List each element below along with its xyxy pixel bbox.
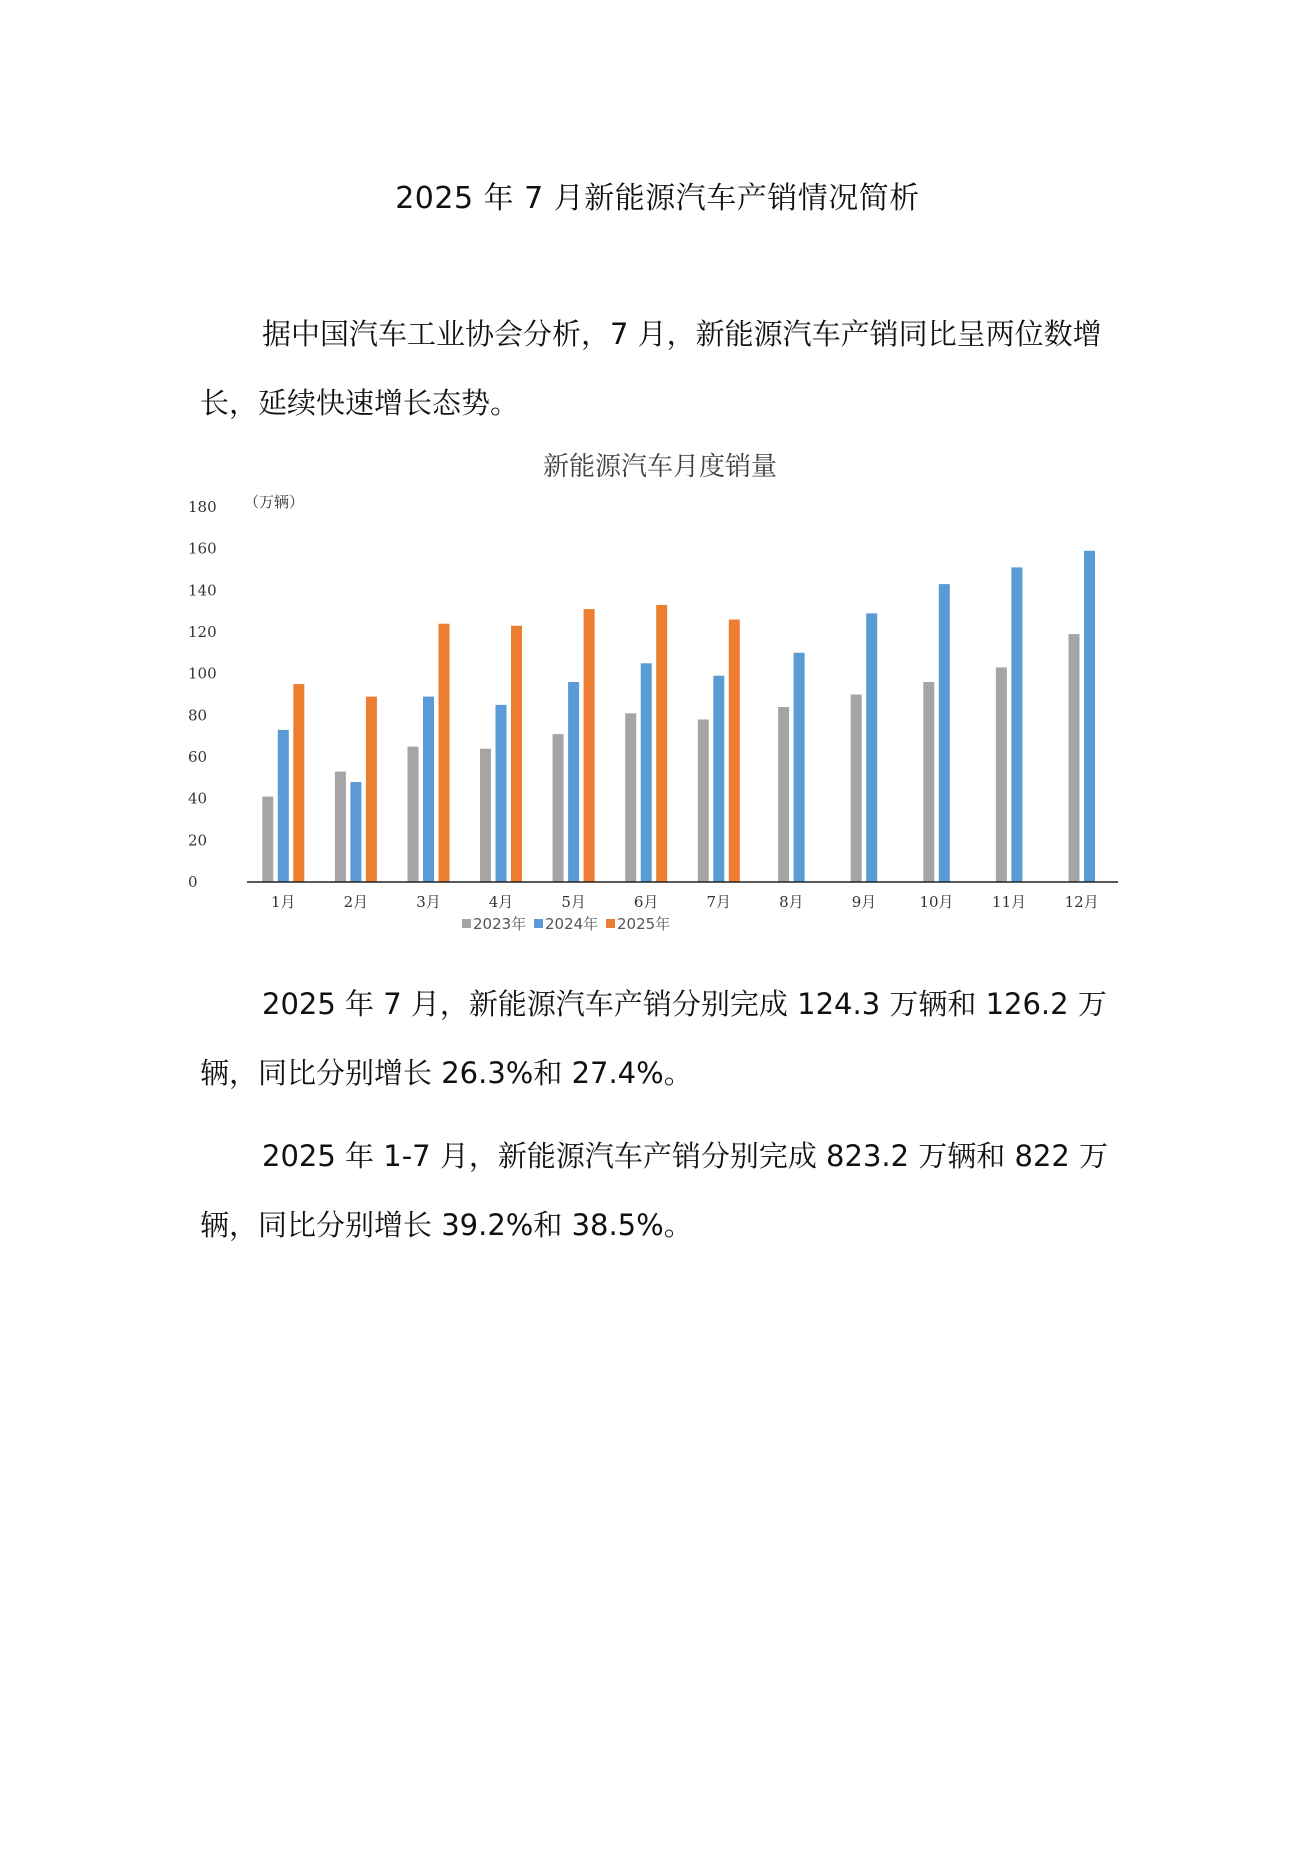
y-tick-label: 100 xyxy=(188,664,217,683)
x-tick-label: 2月 xyxy=(343,893,369,911)
bars-group xyxy=(262,551,1095,882)
bar-2025年-3月 xyxy=(439,624,450,882)
bar-2023年-9月 xyxy=(851,695,862,883)
x-tick-label: 11月 xyxy=(992,893,1027,911)
x-tick-label: 10月 xyxy=(919,893,954,911)
chart-title: 新能源汽车月度销量 xyxy=(542,452,778,482)
bar-2024年-10月 xyxy=(939,584,950,882)
y-tick-label: 180 xyxy=(188,498,217,516)
legend-label: 2023年 xyxy=(473,915,527,933)
bar-2024年-7月 xyxy=(713,676,724,882)
x-axis-ticks xyxy=(271,893,1099,911)
y-tick-label: 20 xyxy=(188,831,208,850)
chart-legend xyxy=(462,915,670,933)
legend-label: 2024年 xyxy=(545,915,599,933)
bar-2024年-2月 xyxy=(350,782,361,882)
y-tick-label: 120 xyxy=(188,623,217,641)
bar-2023年-6月 xyxy=(625,713,636,882)
y-tick-label: 0 xyxy=(188,873,198,891)
paragraph-july: 2025 年 7 月，新能源汽车产销分别完成 124.3 万辆和 126.2 万辆，同比分别增长 26.3%和 27.4%。 xyxy=(200,987,1107,1090)
x-tick-label: 12月 xyxy=(1064,893,1099,911)
bar-2023年-7月 xyxy=(698,720,709,883)
bar-2024年-6月 xyxy=(641,663,652,882)
legend-label: 2025年 xyxy=(617,915,671,933)
y-tick-label: 140 xyxy=(188,581,217,600)
bar-2025年-2月 xyxy=(366,697,377,882)
legend-swatch xyxy=(534,919,543,928)
bar-2023年-2月 xyxy=(335,772,346,882)
bar-2024年-4月 xyxy=(496,705,507,882)
monthly-sales-chart xyxy=(180,445,1140,965)
y-tick-label: 80 xyxy=(188,706,208,725)
chart-svg xyxy=(180,445,1140,965)
y-axis-ticks xyxy=(188,498,217,891)
bar-2024年-5月 xyxy=(568,682,579,882)
x-tick-label: 9月 xyxy=(851,893,877,911)
bar-2023年-5月 xyxy=(553,734,564,882)
x-tick-label: 6月 xyxy=(633,893,659,911)
bar-2025年-5月 xyxy=(584,609,595,882)
document-title: 2025 年 7 月新能源汽车产销情况简析 xyxy=(395,181,920,216)
bar-2025年-6月 xyxy=(656,605,667,882)
bar-2023年-3月 xyxy=(408,747,419,882)
bar-2024年-1月 xyxy=(278,730,289,882)
bar-2023年-8月 xyxy=(778,707,789,882)
x-tick-label: 7月 xyxy=(706,893,732,911)
bar-2023年-10月 xyxy=(923,682,934,882)
x-tick-label: 1月 xyxy=(271,893,296,911)
bar-2023年-4月 xyxy=(480,749,491,882)
bar-2024年-8月 xyxy=(794,653,805,882)
x-tick-label: 3月 xyxy=(416,893,441,911)
y-axis-unit-label: （万辆） xyxy=(244,493,305,511)
bar-2025年-4月 xyxy=(511,626,522,882)
bar-2024年-12月 xyxy=(1084,551,1095,882)
paragraph-ytd: 2025 年 1-7 月，新能源汽车产销分别完成 823.2 万辆和 822 万辆，同比分别增长 39.2%和 38.5%。 xyxy=(200,1139,1109,1242)
bar-2025年-1月 xyxy=(293,684,304,882)
legend-swatch xyxy=(462,919,471,928)
paragraph-intro: 据中国汽车工业协会分析，7 月，新能源汽车产销同比呈两位数增长，延续快速增长态势。 xyxy=(200,317,1102,420)
legend-swatch xyxy=(606,919,615,928)
x-tick-label: 4月 xyxy=(488,893,514,911)
bar-2023年-1月 xyxy=(262,797,273,882)
bar-2024年-11月 xyxy=(1011,567,1022,882)
x-tick-label: 5月 xyxy=(561,893,586,911)
bar-2025年-7月 xyxy=(729,620,740,883)
bar-2023年-11月 xyxy=(996,667,1007,882)
y-tick-label: 40 xyxy=(188,789,208,808)
x-tick-label: 8月 xyxy=(779,893,804,911)
y-tick-label: 60 xyxy=(188,748,208,766)
bar-2024年-3月 xyxy=(423,697,434,882)
y-tick-label: 160 xyxy=(188,539,217,558)
bar-2023年-12月 xyxy=(1069,634,1080,882)
bar-2024年-9月 xyxy=(866,613,877,882)
